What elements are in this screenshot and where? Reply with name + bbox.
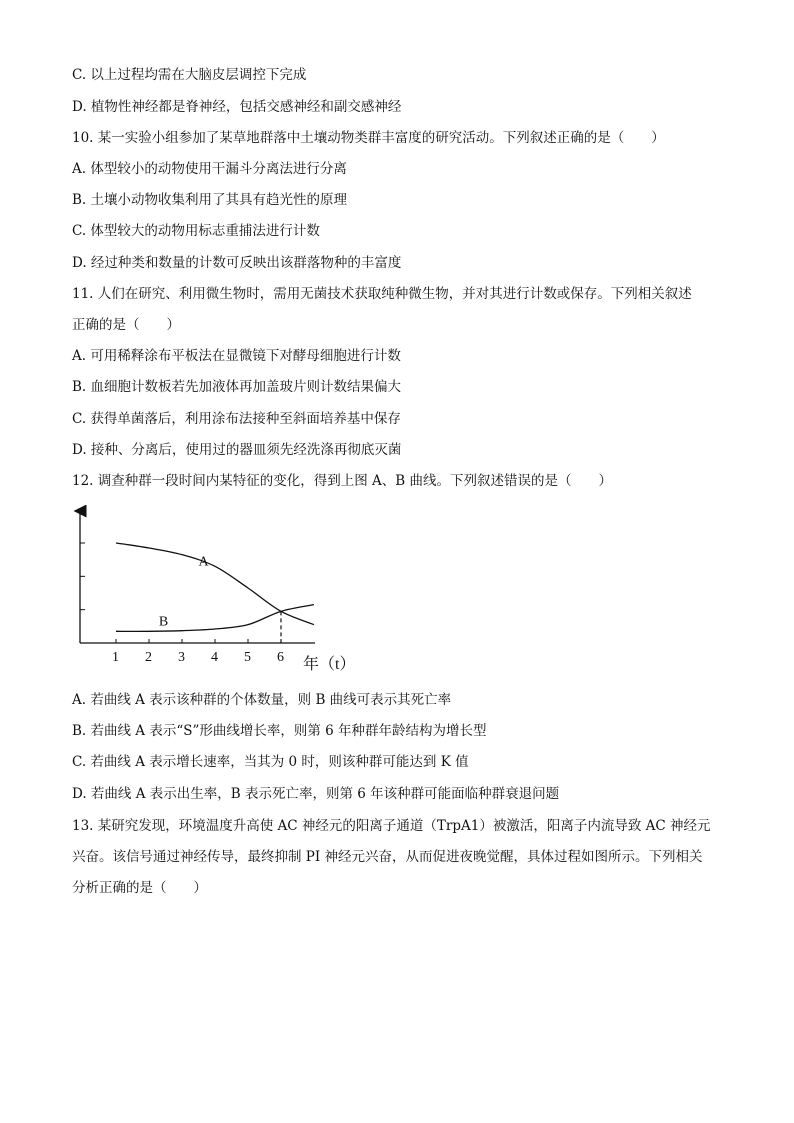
population-chart (60, 505, 370, 677)
q10-option-a: A. 体型较小的动物使用干漏斗分离法进行分离 (72, 161, 347, 177)
q10-option-b: B. 土壤小动物收集利用了其具有趋光性的原理 (72, 192, 348, 208)
q12-option-a: A. 若曲线 A 表示该种群的个体数量，则 B 曲线可表示其死亡率 (72, 692, 452, 708)
q12-stem: 12. 调查种群一段时间内某特征的变化，得到上图 A、B 曲线。下列叙述错误的是（ ） (72, 473, 613, 489)
x-tick-label: 6 (277, 650, 284, 665)
q9-option-c: C. 以上过程均需在大脑皮层调控下完成 (72, 67, 307, 83)
q12-option-d: D. 若曲线 A 表示出生率，B 表示死亡率，则第 6 年该种群可能面临种群衰退问题 (72, 786, 560, 802)
q11-option-a: A. 可用稀释涂布平板法在显微镜下对酵母细胞进行计数 (72, 348, 401, 364)
q13-stem-line1: 13. 某研究发现，环境温度升高使 AC 神经元的阳离子通道（TrpA1）被激活，阳离子内流导致 AC 神经元 (72, 818, 711, 834)
curve-b-line (116, 605, 314, 632)
q11-option-c: C. 获得单菌落后，利用涂布法接种至斜面培养基中保存 (72, 411, 401, 427)
q12-option-b: B. 若曲线 A 表示“S”形曲线增长率，则第 6 年种群年龄结构为增长型 (72, 723, 487, 739)
q11-stem-line1: 11. 人们在研究、利用微生物时，需用无菌技术获取纯种微生物，并对其进行计数或保存。下列相关叙述 (72, 286, 692, 302)
q11-stem-line2: 正确的是（ ） (72, 317, 180, 333)
q9-option-d: D. 植物性神经都是脊神经，包括交感神经和副交感神经 (72, 99, 402, 115)
x-tick-label: 2 (145, 650, 152, 665)
x-tick-label: 3 (178, 650, 185, 665)
q13-stem-line3: 分析正确的是（ ） (72, 880, 207, 896)
x-tick-label: 4 (211, 650, 218, 665)
x-axis-label: 年（t） (303, 656, 356, 673)
q13-stem-line2: 兴奋。该信号通过神经传导，最终抑制 PI 神经元兴奋，从而促进夜晚觉醒，具体过程如图所示。下列相关 (72, 849, 703, 865)
q12-option-c: C. 若曲线 A 表示增长速率，当其为 0 时，则该种群可能达到 K 值 (72, 754, 469, 770)
q11-option-d: D. 接种、分离后，使用过的器皿须先经洗涤再彻底灭菌 (72, 442, 402, 458)
q11-option-b: B. 血细胞计数板若先加液体再加盖玻片则计数结果偏大 (72, 379, 402, 395)
curve-a-label: A (198, 554, 209, 570)
q10-option-c: C. 体型较大的动物用标志重捕法进行计数 (72, 223, 320, 239)
q10-option-d: D. 经过种类和数量的计数可反映出该群落物种的丰富度 (72, 255, 402, 271)
q10-stem: 10. 某一实验小组参加了某草地群落中土壤动物类群丰富度的研究活动。下列叙述正确的是（ ） (72, 130, 665, 146)
x-tick-label: 5 (244, 650, 251, 665)
x-tick-label: 1 (112, 650, 119, 665)
curve-b-label: B (158, 614, 169, 630)
curve-a-line (116, 543, 314, 625)
